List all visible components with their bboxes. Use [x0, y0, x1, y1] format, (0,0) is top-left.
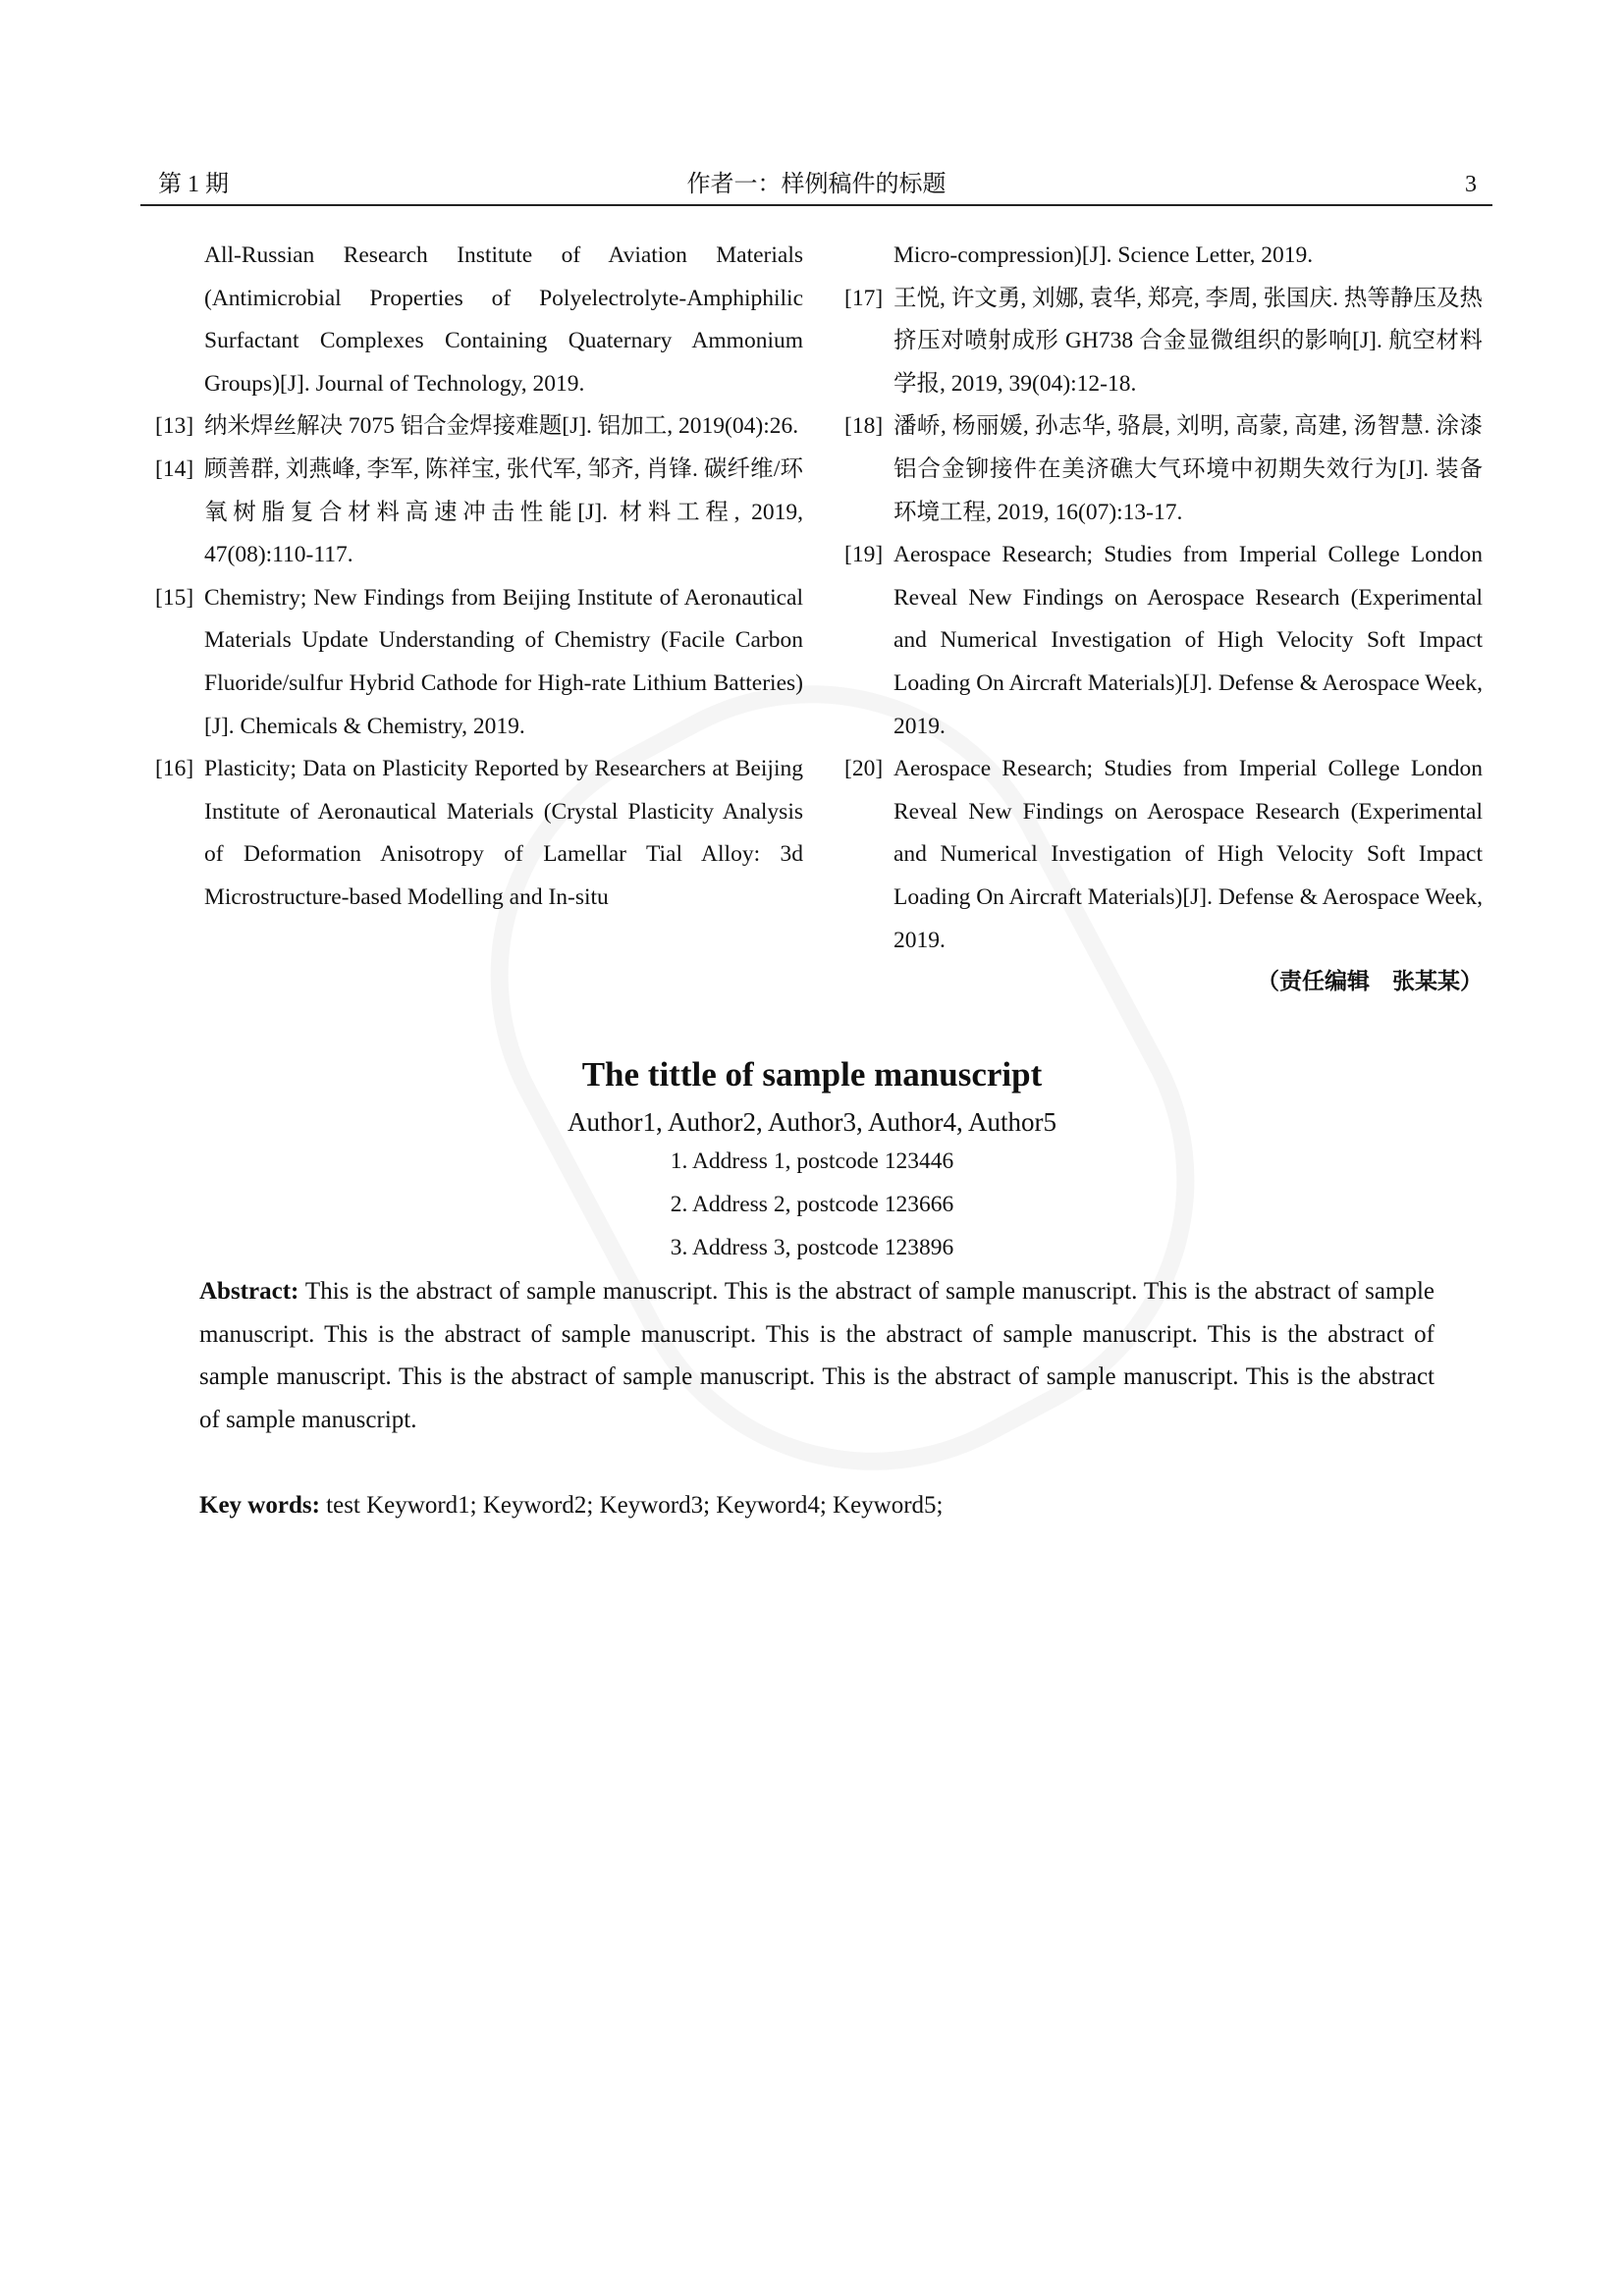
right-column-references — [844, 235, 1483, 962]
reference-text: Aerospace Research; Studies from Imperial College London Reveal New Findings on Aerospace Research (Experimental and Numerical Investigation of High Velocity Soft Impact Loading On Aircraft Materials)[J]. Defense & Aerospace Week, 2019. — [893, 542, 1483, 739]
reference-text: 王悦, 许文勇, 刘娜, 袁华, 郑亮, 李周, 张国庆. 热等静压及热挤压对喷射成形 GH738 合金显微组织的影响[J]. 航空材料学报, 2019, 39(04):12-18. — [893, 285, 1483, 397]
reference-text: Plasticity; Data on Plasticity Reported by Researchers at Beijing Institute of Aeronautical Materials (Crystal Plasticity Analysis of Deformation Anisotropy of Lamellar Tial Alloy: 3d Microstructure-based Modelling and In-situ — [204, 756, 803, 910]
reference-item — [155, 449, 803, 577]
reference-number: [17] — [844, 285, 884, 311]
english-authors: Author1, Author2, Author3, Author4, Author5 — [568, 1107, 1056, 1137]
reference-number: [18] — [844, 413, 884, 440]
reference-text: Chemistry; New Findings from Beijing Institute of Aeronautical Materials Update Understanding of Chemistry (Facile Carbon Fluoride/sulfur Hybrid Cathode for High-rate Lithium Batteries)[J]. Chemicals & Chemistry, 2019. — [204, 584, 803, 739]
reference-continued — [844, 235, 1483, 278]
reference-item — [844, 405, 1483, 534]
reference-number: [13] — [155, 413, 194, 440]
reference-continued — [155, 235, 803, 405]
reference-item — [844, 748, 1483, 962]
reference-text: All-Russian Research Institute of Aviation Materials (Antimicrobial Properties of Polyelectrolyte-Amphiphilic Surfactant Complexes Containing Quaternary Ammonium Groups)[J]. Journal of Technology, 2019. — [204, 242, 803, 397]
reference-number: [19] — [844, 542, 884, 568]
address-line: 2. Address 2, postcode 123666 — [670, 1192, 954, 1217]
english-abstract — [199, 1270, 1435, 1441]
abstract-label: Abstract: — [199, 1278, 299, 1305]
reference-item — [844, 534, 1483, 748]
abstract-text: This is the abstract of sample manuscript. This is the abstract of sample manuscript. This is the abstract of sample manuscript. This is the abstract of sample manuscript. This is the abstract of sample manuscript. This is the abstract of sample manuscript. This is the abstract of sample manuscript. This is the abstract of sample manuscript. This is the abstract of sample manuscript. — [199, 1278, 1435, 1433]
address-line: 1. Address 1, postcode 123446 — [670, 1148, 954, 1174]
reference-item — [155, 405, 803, 449]
reference-text: Aerospace Research; Studies from Imperial College London Reveal New Findings on Aerospace Research (Experimental and Numerical Investigation of High Velocity Soft Impact Loading On Aircraft Materials)[J]. Defense & Aerospace Week, 2019. — [893, 756, 1483, 953]
reference-text: 顾善群, 刘燕峰, 李军, 陈祥宝, 张代军, 邹齐, 肖锋. 碳纤维/环氧树脂复合材料高速冲击性能[J]. 材料工程, 2019, 47(08):110-117. — [204, 455, 803, 568]
reference-number: [16] — [155, 756, 194, 782]
reference-item — [155, 748, 803, 919]
reference-number: [15] — [155, 584, 194, 611]
keywords-text: test Keyword1; Keyword2; Keyword3; Keyword4; Keyword5; — [326, 1492, 944, 1519]
english-title: The tittle of sample manuscript — [581, 1055, 1043, 1094]
reference-number: [14] — [155, 455, 194, 482]
responsible-editor: （责任编辑 张某某） — [1257, 969, 1483, 994]
left-column-references — [155, 235, 803, 920]
page-number: 3 — [1465, 172, 1477, 197]
reference-text: 潘峤, 杨丽媛, 孙志华, 骆晨, 刘明, 高蒙, 高建, 汤智慧. 涂漆铝合金铆接件在美济礁大气环境中初期失效行为[J]. 装备环境工程, 2019, 16(07):13-17. — [893, 413, 1483, 525]
reference-text: Micro-compression)[J]. Science Letter, 2019. — [893, 242, 1314, 268]
reference-text: 纳米焊丝解决 7075 铝合金焊接难题[J]. 铝加工, 2019(04):26. — [204, 413, 799, 440]
issue-label: 第 1 期 — [158, 172, 229, 197]
running-title: 作者一：样例稿件的标题 — [686, 172, 947, 197]
reference-item — [155, 577, 803, 748]
running-header — [140, 169, 1492, 206]
english-keywords — [199, 1484, 1435, 1527]
address-line: 3. Address 3, postcode 123896 — [670, 1235, 954, 1260]
keywords-label: Key words: — [199, 1492, 320, 1519]
reference-item — [844, 278, 1483, 406]
reference-number: [20] — [844, 756, 884, 782]
